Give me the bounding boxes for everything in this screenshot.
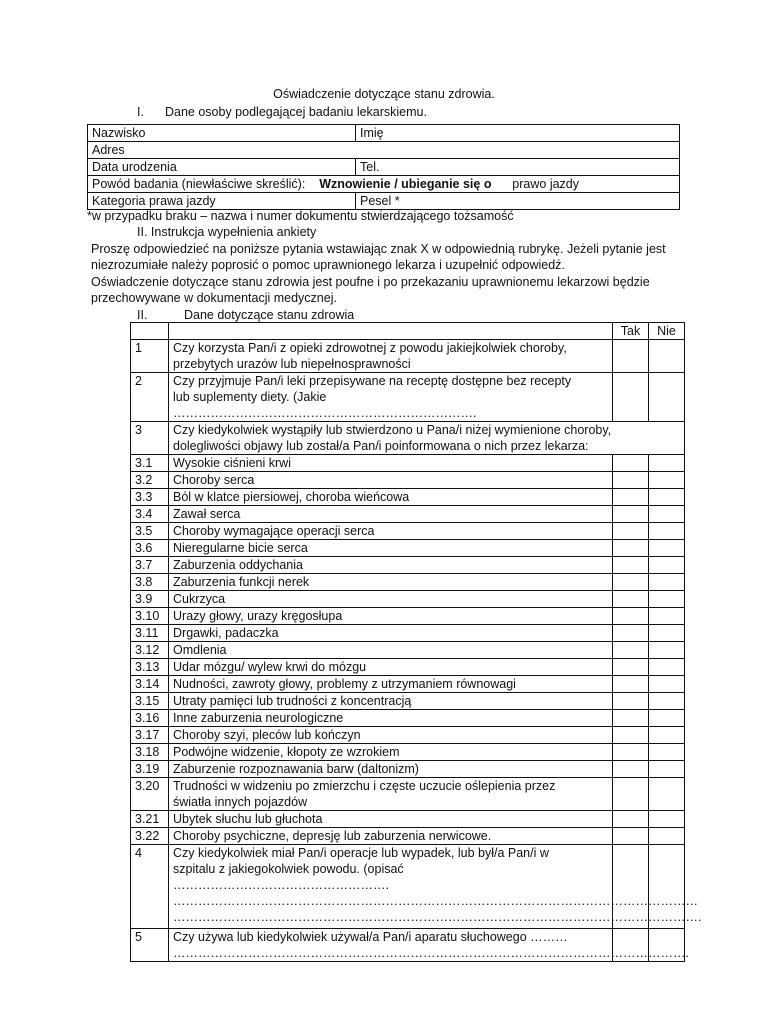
instructions-paragraph-1: Proszę odpowiedzieć na poniższe pytania wstawiając znak X w odpowiednią rubrykę. Jeżeli pytanie jest niezrozumiałe należy poprosić o pomoc uprawnionego lekarza i uzupełnić odpowiedź. — [91, 242, 666, 272]
question-number: 3 — [131, 422, 169, 455]
sub-question-text: Choroby psychiczne, depresję lub zaburzenia nerwicowe. — [169, 828, 613, 845]
yes-checkbox[interactable] — [613, 591, 649, 608]
sub-question-number: 3.11 — [131, 625, 169, 642]
yes-checkbox[interactable] — [613, 608, 649, 625]
sub-question-number: 3.4 — [131, 506, 169, 523]
sub-question-text: Zaburzenia funkcji nerek — [169, 574, 613, 591]
question-row-4 — [131, 845, 685, 929]
sub-question-number: 3.16 — [131, 710, 169, 727]
sub-question-text: Udar mózgu/ wylew krwi do mózgu — [169, 659, 613, 676]
sub-question-number: 3.14 — [131, 676, 169, 693]
personal-row-name — [88, 125, 680, 142]
personal-row-category — [88, 193, 680, 210]
no-checkbox[interactable] — [649, 489, 685, 506]
sub-question-row — [131, 828, 685, 845]
header-row — [131, 323, 685, 340]
question-text[interactable]: Czy używa lub kiedykolwiek używał/a Pan/i aparatu słuchowego ……… ……………………………………………………………………………………………………………. — [169, 929, 613, 962]
yes-checkbox[interactable] — [613, 744, 649, 761]
sub-question-number: 3.17 — [131, 727, 169, 744]
sub-question-text: Omdlenia — [169, 642, 613, 659]
birthdate-field[interactable]: Data urodzenia — [88, 159, 356, 176]
sub-question-row — [131, 659, 685, 676]
sub-question-row — [131, 540, 685, 557]
sub-question-row — [131, 710, 685, 727]
sub-question-text: Utraty pamięci lub trudności z koncentracją — [169, 693, 613, 710]
no-checkbox[interactable] — [649, 591, 685, 608]
section-3-number: II. — [137, 308, 148, 322]
document-title: Oświadczenie dotyczące stanu zdrowia. — [273, 87, 495, 101]
yes-checkbox[interactable] — [613, 523, 649, 540]
sub-question-text: Drgawki, padaczka — [169, 625, 613, 642]
sub-question-number: 3.22 — [131, 828, 169, 845]
section-2-title: II. Instrukcja wypełnienia ankiety — [137, 225, 317, 239]
no-checkbox[interactable] — [649, 642, 685, 659]
sub-question-row — [131, 693, 685, 710]
yes-checkbox[interactable] — [613, 710, 649, 727]
license-category-field[interactable]: Kategoria prawa jazdy — [88, 193, 356, 210]
question-number: 2 — [131, 373, 169, 422]
yes-checkbox[interactable] — [613, 778, 649, 811]
no-checkbox[interactable] — [649, 778, 685, 811]
sub-question-row — [131, 557, 685, 574]
first-name-field[interactable]: Imię — [356, 125, 680, 142]
yes-checkbox[interactable] — [613, 506, 649, 523]
yes-checkbox[interactable] — [613, 340, 649, 373]
question-text[interactable]: Czy przyjmuje Pan/i leki przepisywane na receptę dostępne bez recepty lub suplementy diety. (Jakie ………………………………………………………………. — [169, 373, 613, 422]
yes-checkbox[interactable] — [613, 761, 649, 778]
no-checkbox[interactable] — [649, 693, 685, 710]
no-checkbox[interactable] — [649, 828, 685, 845]
no-checkbox[interactable] — [649, 523, 685, 540]
sub-question-row — [131, 472, 685, 489]
question-text[interactable]: Czy kiedykolwiek miał Pan/i operacje lub wypadek, lub był/a Pan/i w szpitalu z jakiegokolwiek powodu. (opisać ……………………………………………. ……………………………………………………………………………………………………………… ………………………………………………………………………………………………………………. — [169, 845, 613, 929]
section-1-title: Dane osoby podlegającej badaniu lekarskiemu. — [165, 105, 427, 119]
sub-question-number: 3.13 — [131, 659, 169, 676]
sub-question-number: 3.20 — [131, 778, 169, 811]
sub-question-text: Wysokie ciśnieni krwi — [169, 455, 613, 472]
no-checkbox[interactable] — [649, 540, 685, 557]
sub-question-row — [131, 591, 685, 608]
sub-question-text: Trudności w widzeniu po zmierzchu i częste uczucie oślepienia przez światła innych pojazdów — [169, 778, 613, 811]
sub-question-text: Podwójne widzenie, kłopoty ze wzrokiem — [169, 744, 613, 761]
instructions-paragraph-2: Oświadczenie dotyczące stanu zdrowia jest poufne i po przekazaniu uprawnionemu lekarzowi będzie przechowywane w dokumentacji medycznej. — [91, 275, 650, 305]
sub-question-number: 3.2 — [131, 472, 169, 489]
sub-question-text: Choroby serca — [169, 472, 613, 489]
sub-question-row — [131, 676, 685, 693]
sub-question-row — [131, 727, 685, 744]
sub-question-text: Nudności, zawroty głowy, problemy z utrzymaniem równowagi — [169, 676, 613, 693]
no-checkbox[interactable] — [649, 761, 685, 778]
header-number-cell — [131, 323, 169, 340]
reason-field[interactable] — [88, 176, 680, 193]
sub-question-number: 3.19 — [131, 761, 169, 778]
sub-question-text: Urazy głowy, urazy kręgosłupa — [169, 608, 613, 625]
yes-checkbox[interactable] — [613, 472, 649, 489]
footnote: *w przypadku braku – nazwa i numer dokumentu stwierdzającego tożsamość — [87, 209, 514, 223]
sub-question-row — [131, 523, 685, 540]
sub-question-text: Choroby szyi, pleców lub kończyn — [169, 727, 613, 744]
no-checkbox[interactable] — [649, 811, 685, 828]
no-checkbox[interactable] — [649, 676, 685, 693]
sub-question-row — [131, 608, 685, 625]
no-checkbox[interactable] — [649, 373, 685, 422]
sub-question-row — [131, 744, 685, 761]
no-checkbox[interactable] — [649, 557, 685, 574]
yes-checkbox[interactable] — [613, 811, 649, 828]
personal-row-reason — [88, 176, 680, 193]
sub-question-number: 3.8 — [131, 574, 169, 591]
sub-question-number: 3.9 — [131, 591, 169, 608]
question-text: Czy korzysta Pan/i z opieki zdrowotnej z powodu jakiejkolwiek choroby, przebytych urazów lub niepełnosprawności — [169, 340, 613, 373]
sub-question-number: 3.7 — [131, 557, 169, 574]
sub-question-row — [131, 489, 685, 506]
address-field[interactable]: Adres — [88, 142, 680, 159]
yes-checkbox[interactable] — [613, 540, 649, 557]
question-number: 1 — [131, 340, 169, 373]
reason-label: Powód badania (niewłaściwe skreślić): — [92, 177, 306, 191]
sub-question-number: 3.6 — [131, 540, 169, 557]
section-3-title: Dane dotyczące stanu zdrowia — [184, 308, 355, 322]
sub-question-text: Nieregularne bicie serca — [169, 540, 613, 557]
sub-question-number: 3.10 — [131, 608, 169, 625]
yes-checkbox[interactable] — [613, 455, 649, 472]
surname-field[interactable]: Nazwisko — [88, 125, 356, 142]
yes-checkbox[interactable] — [613, 489, 649, 506]
question-text: Czy kiedykolwiek wystąpiły lub stwierdzono u Pana/i niżej wymienione choroby, dolegliwości objawy lub został/a Pan/i poinformowana o nich przez lekarza: — [169, 422, 685, 455]
sub-question-number: 3.15 — [131, 693, 169, 710]
personal-data-table — [87, 124, 680, 210]
question-row-1 — [131, 340, 685, 373]
no-checkbox[interactable] — [649, 727, 685, 744]
sub-question-text: Zaburzenia oddychania — [169, 557, 613, 574]
yes-checkbox[interactable] — [613, 373, 649, 422]
header-no: Nie — [649, 323, 685, 340]
no-checkbox[interactable] — [649, 340, 685, 373]
sub-question-text: Zawał serca — [169, 506, 613, 523]
sub-question-text: Ból w klatce piersiowej, choroba wieńcowa — [169, 489, 613, 506]
yes-checkbox[interactable] — [613, 676, 649, 693]
no-checkbox[interactable] — [649, 455, 685, 472]
sub-question-row — [131, 506, 685, 523]
no-checkbox[interactable] — [649, 574, 685, 591]
sub-question-row — [131, 811, 685, 828]
header-yes: Tak — [613, 323, 649, 340]
question-row-5 — [131, 929, 685, 962]
yes-checkbox[interactable] — [613, 659, 649, 676]
sub-question-row — [131, 574, 685, 591]
personal-row-address — [88, 142, 680, 159]
sub-question-text: Inne zaburzenia neurologiczne — [169, 710, 613, 727]
yes-checkbox[interactable] — [613, 642, 649, 659]
sub-question-number: 3.5 — [131, 523, 169, 540]
yes-checkbox[interactable] — [613, 828, 649, 845]
no-checkbox[interactable] — [649, 710, 685, 727]
sub-question-row — [131, 455, 685, 472]
header-question-cell — [169, 323, 613, 340]
no-checkbox[interactable] — [649, 608, 685, 625]
yes-checkbox[interactable] — [613, 557, 649, 574]
no-checkbox[interactable] — [649, 659, 685, 676]
question-number: 5 — [131, 929, 169, 962]
reason-suffix: prawo jazdy — [512, 177, 579, 191]
personal-row-birth — [88, 159, 680, 176]
no-checkbox[interactable] — [649, 472, 685, 489]
section-1-number: I. — [137, 105, 144, 119]
sub-question-text: Cukrzyca — [169, 591, 613, 608]
yes-checkbox[interactable] — [613, 574, 649, 591]
phone-field[interactable]: Tel. — [356, 159, 680, 176]
health-questions-table — [130, 322, 702, 962]
sub-question-number: 3.12 — [131, 642, 169, 659]
sub-question-number: 3.1 — [131, 455, 169, 472]
sub-question-text: Zaburzenie rozpoznawania barw (daltonizm) — [169, 761, 613, 778]
yes-checkbox[interactable] — [613, 727, 649, 744]
sub-question-number: 3.18 — [131, 744, 169, 761]
no-checkbox[interactable] — [649, 506, 685, 523]
sub-question-text: Choroby wymagające operacji serca — [169, 523, 613, 540]
sub-question-text: Ubytek słuchu lub głuchota — [169, 811, 613, 828]
sub-question-row — [131, 761, 685, 778]
question-row-3 — [131, 422, 685, 455]
question-number: 4 — [131, 845, 169, 929]
reason-options[interactable]: Wznowienie / ubieganie się o — [319, 177, 492, 191]
sub-question-row — [131, 625, 685, 642]
sub-question-row — [131, 778, 685, 811]
sub-question-row — [131, 642, 685, 659]
pesel-field[interactable]: Pesel * — [356, 193, 680, 210]
yes-checkbox[interactable] — [613, 625, 649, 642]
yes-checkbox[interactable] — [613, 693, 649, 710]
sub-question-number: 3.21 — [131, 811, 169, 828]
no-checkbox[interactable] — [649, 744, 685, 761]
question-row-2 — [131, 373, 685, 422]
no-checkbox[interactable] — [649, 625, 685, 642]
sub-question-number: 3.3 — [131, 489, 169, 506]
